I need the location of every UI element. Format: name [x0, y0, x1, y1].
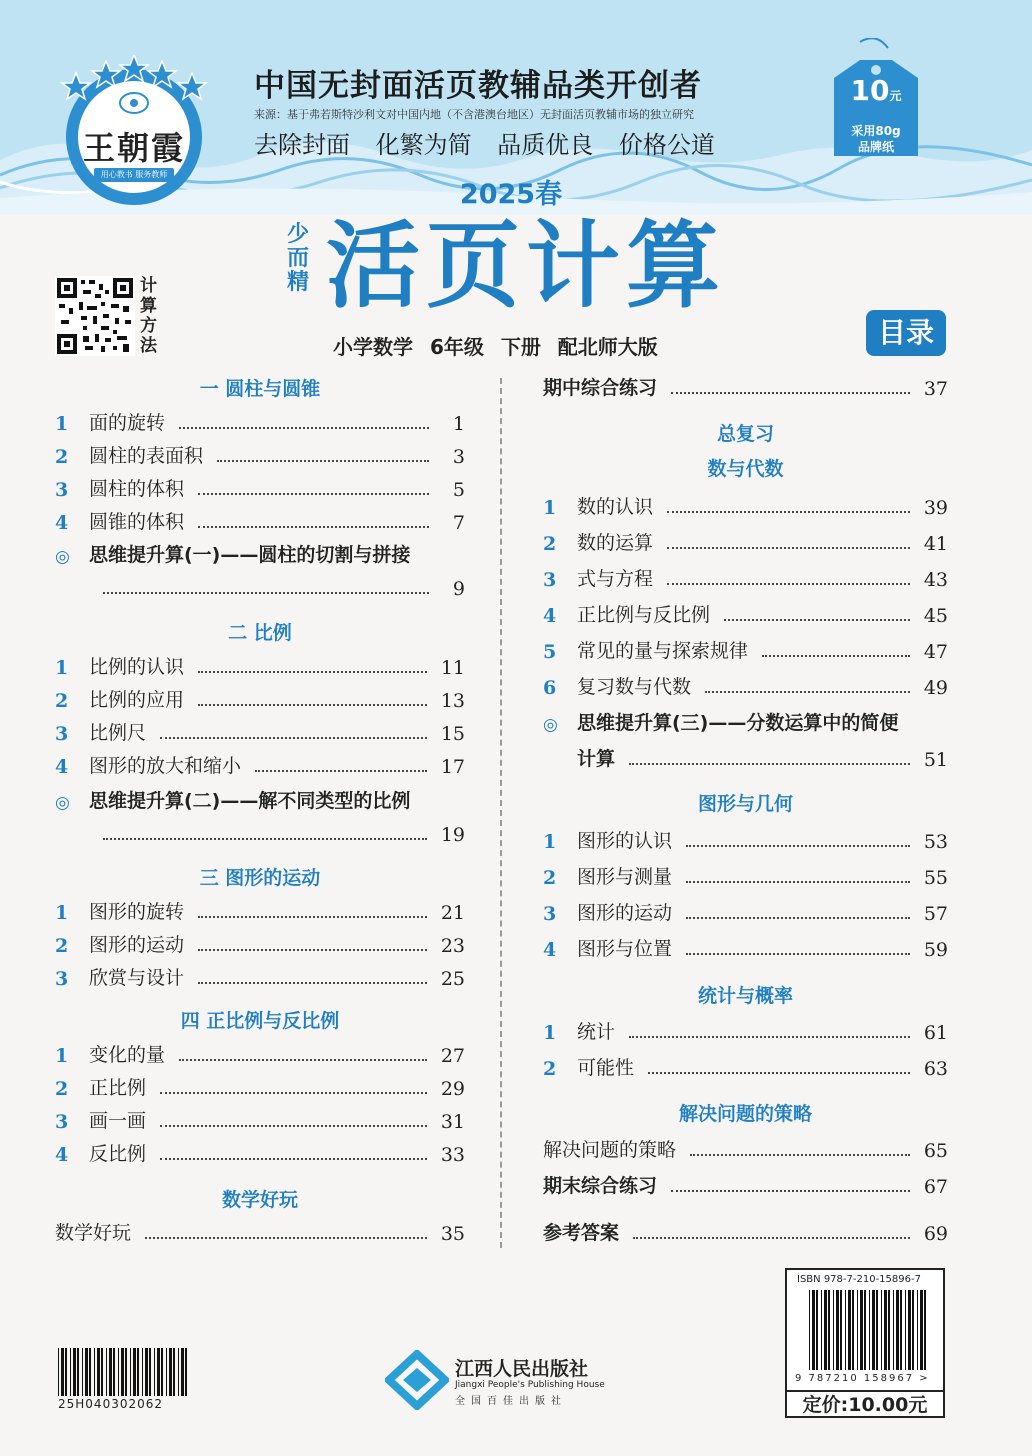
- dot-leader: [160, 1158, 427, 1160]
- entry-page: 41: [923, 533, 948, 555]
- toc-entry[interactable]: [55, 1138, 465, 1166]
- toc-entry[interactable]: [55, 684, 465, 712]
- entry-label: 正比例: [89, 1077, 147, 1099]
- tag-price-value: [840, 74, 912, 107]
- entry-number: 4: [543, 605, 557, 627]
- header-slogan: 中国无封面活页教辅品类开创者: [254, 68, 702, 104]
- header-banner: [0, 0, 1032, 215]
- entry-label: 常见的量与探索规律: [577, 640, 749, 662]
- entry-page: 15: [440, 723, 465, 745]
- entry-label: 思维提升算(二)——解不同类型的比例: [89, 790, 411, 812]
- dot-leader: [160, 1092, 427, 1094]
- entry-number: 5: [543, 641, 557, 663]
- entry-page: 13: [440, 690, 465, 712]
- entry-label: 图形的运动: [89, 934, 185, 956]
- entry-label: 比例尺: [89, 722, 147, 744]
- entry-page: 1: [452, 413, 465, 435]
- entry-number: 1: [543, 831, 557, 853]
- entry-label: 思维提升算(三)——分数运算中的简便: [577, 712, 899, 734]
- entry-number: 3: [55, 968, 69, 990]
- qr-code-label: 计算方法: [140, 276, 157, 356]
- toc-entry[interactable]: [55, 440, 465, 468]
- toc-entry[interactable]: [543, 1134, 948, 1162]
- qr-code-icon[interactable]: [55, 276, 135, 356]
- toc-entry[interactable]: [55, 473, 465, 501]
- entry-number: 1: [543, 497, 557, 519]
- circle-bullet-icon: ◎: [55, 547, 70, 567]
- entry-number: 4: [55, 512, 69, 534]
- entry-page: 63: [923, 1058, 948, 1080]
- dot-leader: [686, 845, 910, 847]
- toc-entry[interactable]: [543, 563, 948, 591]
- dot-leader: [686, 917, 910, 919]
- dot-leader: [686, 881, 910, 883]
- dot-leader: [724, 619, 910, 621]
- entry-number: 2: [55, 935, 69, 957]
- entry-number: 3: [55, 479, 69, 501]
- entry-label: 比例的应用: [89, 689, 185, 711]
- dot-leader: [198, 493, 429, 495]
- entry-label: 解决问题的策略: [543, 1139, 677, 1161]
- entry-label-continued: 计算: [577, 748, 616, 770]
- tag-price-number: 10: [850, 74, 890, 107]
- entry-number: 6: [543, 677, 557, 699]
- entry-page: 61: [923, 1022, 948, 1044]
- toc-entry[interactable]: [55, 1217, 465, 1245]
- entry-page: 39: [923, 497, 948, 519]
- entry-number: 4: [543, 939, 557, 961]
- entry-label: 复习数与代数: [577, 676, 692, 698]
- price-tag: [830, 38, 922, 158]
- dot-leader: [686, 953, 910, 955]
- entry-page: 33: [440, 1144, 465, 1166]
- dot-leader: [671, 392, 910, 394]
- book-subtitle: 小学数学 6年级 下册 配北师大版: [333, 335, 658, 359]
- book-price: 定价:10.00元: [787, 1390, 943, 1418]
- toc-entry[interactable]: [55, 1072, 465, 1100]
- entry-number: 1: [55, 902, 69, 924]
- toc-entry[interactable]: [543, 897, 948, 925]
- toc-entry[interactable]: [543, 671, 948, 699]
- publisher-honor: 全国百佳出版社: [455, 1396, 567, 1407]
- toc-entry-continuation: [577, 743, 948, 771]
- logo-tagline: 用心教书 服务教师: [94, 168, 174, 182]
- dot-leader: [690, 1154, 910, 1156]
- dot-leader: [198, 949, 427, 951]
- section-heading: 总复习: [716, 423, 774, 445]
- toc-entry[interactable]: [543, 599, 948, 627]
- entry-number: 3: [543, 903, 557, 925]
- entry-label: 数的认识: [577, 496, 654, 518]
- entry-number: 3: [55, 1111, 69, 1133]
- entry-page: 35: [440, 1223, 465, 1245]
- entry-page: 7: [452, 512, 465, 534]
- entry-page: 37: [923, 378, 948, 400]
- entry-page: 65: [923, 1140, 948, 1162]
- isbn-digits: 9 787210 158967 >: [795, 1373, 930, 1384]
- section-heading: 二 比例: [228, 622, 292, 644]
- toc-entry[interactable]: [55, 717, 465, 745]
- entry-label: 比例的认识: [89, 656, 185, 678]
- toc-entry[interactable]: [543, 1170, 948, 1198]
- entry-page: 43: [923, 569, 948, 591]
- entry-number: 2: [543, 867, 557, 889]
- dot-leader: [667, 583, 910, 585]
- entry-label: 图形的认识: [577, 830, 673, 852]
- entry-page: 47: [923, 641, 948, 663]
- toc-entry[interactable]: [55, 651, 465, 679]
- toc-entry[interactable]: [55, 539, 465, 567]
- header-source-note: 来源：基于弗若斯特沙利文对中国内地（不含港澳台地区）无封面活页教辅市场的独立研究: [254, 108, 694, 121]
- entry-number: 3: [543, 569, 557, 591]
- entry-label: 可能性: [577, 1057, 635, 1079]
- entry-page: 23: [440, 935, 465, 957]
- inventory-barcode: [58, 1348, 190, 1396]
- entry-label: 数的运算: [577, 532, 654, 554]
- entry-page: 69: [923, 1223, 948, 1245]
- section-heading: 四 正比例与反比例: [180, 1010, 340, 1032]
- dot-leader: [198, 671, 427, 673]
- tag-paper-line1: 采用80g: [851, 124, 901, 138]
- entry-number: 2: [55, 690, 69, 712]
- toc-entry[interactable]: [543, 635, 948, 663]
- dot-leader: [671, 1190, 910, 1192]
- section-heading: 图形与几何: [697, 793, 793, 815]
- entry-page: 17: [440, 756, 465, 778]
- entry-page: 67: [923, 1176, 948, 1198]
- entry-page: 27: [440, 1045, 465, 1067]
- dot-leader: [667, 511, 910, 513]
- toc-entry[interactable]: [543, 1016, 948, 1044]
- entry-label: 参考答案: [543, 1222, 620, 1244]
- publisher-logo-icon: [385, 1350, 449, 1410]
- dot-leader: [198, 982, 427, 984]
- season-label: 2025春: [459, 179, 563, 210]
- entry-page: 45: [923, 605, 948, 627]
- dot-leader: [103, 592, 429, 594]
- entry-page: 55: [923, 867, 948, 889]
- dot-leader: [198, 704, 427, 706]
- toc-entry[interactable]: [55, 962, 465, 990]
- entry-number: 4: [55, 1144, 69, 1166]
- entry-label: 圆锥的体积: [89, 511, 185, 533]
- entry-label: 数学好玩: [55, 1222, 132, 1244]
- toc-entry[interactable]: [55, 1105, 465, 1133]
- entry-label: 图形的旋转: [89, 901, 185, 923]
- publisher-name-english: Jiangxi People's Publishing House: [455, 1380, 605, 1390]
- entry-label: 欣赏与设计: [89, 967, 185, 989]
- toc-entry[interactable]: [55, 1039, 465, 1067]
- entry-label: 画一画: [89, 1110, 147, 1132]
- entry-label: 圆柱的表面积: [89, 445, 204, 467]
- column-divider: [500, 378, 502, 1248]
- isbn-barcode: [809, 1290, 927, 1370]
- entry-page: 29: [440, 1078, 465, 1100]
- header-motto: 去除封面 化繁为简 品质优良 价格公道: [254, 131, 715, 159]
- entry-number: 1: [543, 1022, 557, 1044]
- dot-leader: [667, 547, 910, 549]
- entry-label: 图形与测量: [577, 866, 673, 888]
- dot-leader: [103, 838, 427, 840]
- entry-label: 统计: [577, 1021, 616, 1043]
- entry-number: 2: [543, 533, 557, 555]
- toc-entry[interactable]: [55, 896, 465, 924]
- entry-label: 图形与位置: [577, 938, 673, 960]
- entry-number: 2: [55, 446, 69, 468]
- entry-number: 3: [55, 723, 69, 745]
- toc-entry-continuation: [89, 818, 465, 846]
- dot-leader: [198, 916, 427, 918]
- section-heading: 统计与概率: [697, 985, 793, 1007]
- entry-label: 反比例: [89, 1143, 147, 1165]
- dot-leader: [629, 763, 910, 765]
- entry-label: 面的旋转: [89, 412, 166, 434]
- logo-brand-name: 王朝霞: [82, 129, 185, 167]
- dot-leader: [633, 1237, 910, 1239]
- dot-leader: [762, 655, 910, 657]
- section-heading: 数学好玩: [221, 1189, 298, 1211]
- entry-label: 期中综合练习: [543, 377, 658, 399]
- isbn-block: [785, 1268, 945, 1418]
- entry-label: 圆柱的体积: [89, 478, 185, 500]
- toc-badge: 目录: [866, 310, 946, 356]
- toc-entry[interactable]: [543, 491, 948, 519]
- entry-number: 2: [543, 1058, 557, 1080]
- entry-page: 31: [440, 1111, 465, 1133]
- entry-label: 图形的放大和缩小: [89, 755, 242, 777]
- entry-page: 51: [923, 749, 948, 771]
- dot-leader: [217, 460, 429, 462]
- section-heading: 解决问题的策略: [678, 1103, 812, 1125]
- dot-leader: [179, 427, 429, 429]
- toc-entry-continuation: [89, 572, 465, 600]
- dot-leader: [648, 1072, 910, 1074]
- book-title: 活页计算: [326, 212, 727, 321]
- toc-entry[interactable]: [543, 861, 948, 889]
- dot-leader: [160, 1125, 427, 1127]
- entry-page: 57: [923, 903, 948, 925]
- dot-leader: [198, 526, 429, 528]
- entry-label: 期末综合练习: [543, 1175, 658, 1197]
- dot-leader: [179, 1059, 427, 1061]
- publisher-block: [385, 1350, 645, 1410]
- toc-entry[interactable]: [543, 825, 948, 853]
- tag-paper-line2: 品牌纸: [857, 140, 894, 154]
- entry-label: 式与方程: [577, 568, 654, 590]
- entry-label: 变化的量: [89, 1044, 166, 1066]
- entry-page: 25: [440, 968, 465, 990]
- section-heading: 数与代数: [707, 458, 784, 480]
- tag-price-unit: 元: [889, 89, 902, 103]
- toc-entry[interactable]: [543, 527, 948, 555]
- entry-page: 49: [923, 677, 948, 699]
- entry-page: 53: [923, 831, 948, 853]
- entry-number: 1: [55, 1045, 69, 1067]
- dot-leader: [160, 737, 427, 739]
- section-heading: 三 图形的运动: [199, 867, 321, 889]
- inventory-code: 25H040302062: [58, 1397, 164, 1411]
- entry-page: 11: [440, 657, 465, 679]
- entry-label: 图形的运动: [577, 902, 673, 924]
- entry-page: 3: [452, 446, 465, 468]
- entry-number: 1: [55, 657, 69, 679]
- entry-label: 思维提升算(一)——圆柱的切割与拼接: [89, 544, 411, 566]
- entry-page: 9: [452, 578, 465, 600]
- entry-label: 正比例与反比例: [577, 604, 711, 626]
- entry-number: 4: [55, 756, 69, 778]
- circle-bullet-icon: ◎: [55, 793, 70, 813]
- toc-entry[interactable]: [543, 372, 948, 400]
- toc-entry[interactable]: [55, 929, 465, 957]
- entry-page: 5: [452, 479, 465, 501]
- publisher-name: 江西人民出版社: [455, 1358, 589, 1380]
- toc-entry[interactable]: [55, 506, 465, 534]
- section-heading: 一 圆柱与圆锥: [199, 378, 321, 400]
- circle-bullet-icon: ◎: [543, 715, 558, 735]
- isbn-number: ISBN 978-7-210-15896-7: [797, 1274, 921, 1285]
- toc-entry[interactable]: [543, 707, 948, 735]
- dot-leader: [705, 691, 910, 693]
- dot-leader: [255, 770, 427, 772]
- entry-number: 1: [55, 413, 69, 435]
- brand-logo: [58, 55, 210, 215]
- entry-page: 19: [440, 824, 465, 846]
- toc-entry[interactable]: [543, 1052, 948, 1080]
- dot-leader: [145, 1237, 427, 1239]
- entry-number: 2: [55, 1078, 69, 1100]
- dot-leader: [629, 1036, 910, 1038]
- toc-entry[interactable]: [55, 407, 465, 435]
- entry-page: 21: [440, 902, 465, 924]
- toc-entry[interactable]: [543, 1217, 948, 1245]
- entry-page: 59: [923, 939, 948, 961]
- title-prefix: 少而精: [286, 222, 309, 295]
- toc-entry[interactable]: [543, 933, 948, 961]
- toc-entry[interactable]: [55, 750, 465, 778]
- toc-entry[interactable]: [55, 785, 465, 813]
